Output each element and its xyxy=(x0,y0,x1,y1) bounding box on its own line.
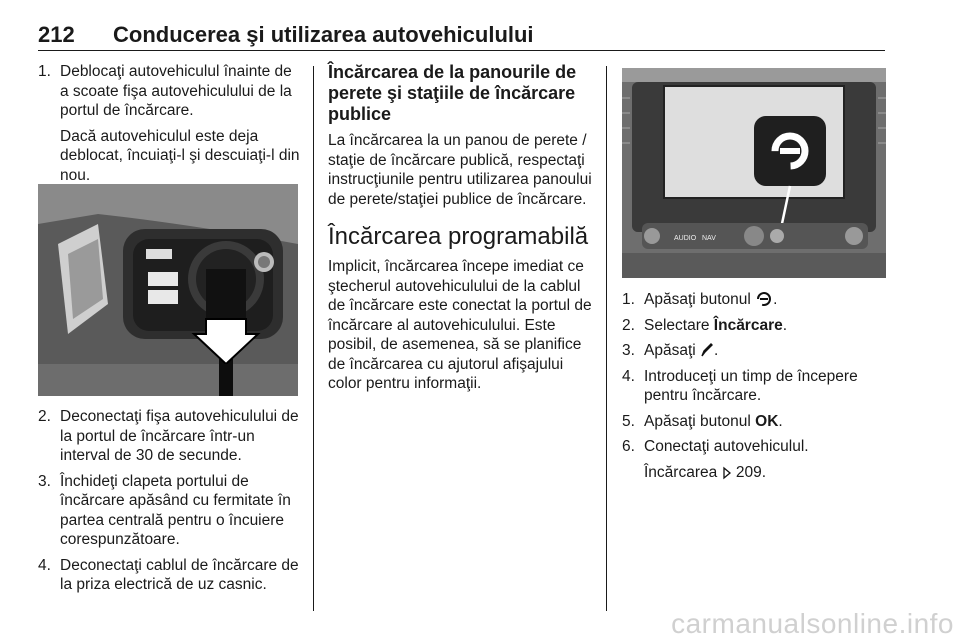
step-number: 3. xyxy=(38,472,51,490)
infotainment-image xyxy=(622,68,886,278)
column-left xyxy=(38,62,300,193)
list-item xyxy=(622,437,886,457)
ok-button-name: OK xyxy=(755,412,779,430)
charge-icon xyxy=(755,291,773,307)
arrow-right-icon xyxy=(722,466,732,480)
step-text: Introduceţi un timp de începere pentru încărcare. xyxy=(644,367,858,404)
step-number: 1. xyxy=(38,63,51,80)
menu-option-name: Încărcare xyxy=(713,316,783,334)
list-item xyxy=(38,472,300,550)
step-note: Dacă autovehiculul este deja deblocat, încuiaţi-l şi descuiaţi-l din nou. xyxy=(60,127,300,184)
list-item: 2. Selectare Încărcare. xyxy=(622,316,788,334)
pencil-icon xyxy=(700,342,714,358)
column-middle xyxy=(328,62,598,400)
section-heading: Încărcarea programabilă xyxy=(328,223,589,250)
step-text: Apăsaţi xyxy=(644,342,696,359)
step-text: Deconectaţi cablul de încărcare de la priza electrică de uz casnic. xyxy=(60,556,299,593)
step-number: 3. xyxy=(622,342,635,359)
watermark: carmanualsonline.info xyxy=(671,608,954,639)
list-item: 1. Apăsaţi butonul . xyxy=(622,291,778,308)
list-item xyxy=(622,367,886,406)
step-number: 2. xyxy=(38,408,51,425)
column-divider xyxy=(313,66,314,611)
section-heading: Încărcarea de la panourile de perete şi staţiile de încărcare publice xyxy=(328,62,577,124)
paragraph: Implicit, încărcarea începe imediat ce ştecherul autovehiculului de la cablul de încărcare este conectat la portul de încărcare al autovehiculului. Este posibil, de asemenea, să se planifice de încărcarea cu ajutorul afişajului color pentru informaţii. xyxy=(328,258,592,392)
charging-port-image xyxy=(38,184,298,396)
cross-reference[interactable]: Încărcarea 209. xyxy=(644,463,767,481)
page-title: Conducerea şi utilizarea autovehiculului xyxy=(113,22,534,47)
list-item: 5. Apăsaţi butonul OK. xyxy=(622,412,783,430)
step-text: Deblocaţi autovehiculul înainte de a scoate fişa autovehiculului de la portul de încărcare. xyxy=(60,63,292,119)
step-text: Selectare xyxy=(644,316,710,334)
list-item: 3. Apăsaţi . xyxy=(622,342,719,359)
charging-port-illustration xyxy=(38,184,298,396)
column-left-lower xyxy=(38,407,300,601)
list-item xyxy=(38,407,300,466)
step-text: Apăsaţi butonul xyxy=(644,412,751,430)
step-number: 4. xyxy=(38,556,51,574)
step-text: Închideţi clapeta portului de încărcare apăsând cu fermitate în partea centrală pentru o încuiere corespunzătoare. xyxy=(60,472,291,548)
column-right xyxy=(622,290,886,490)
step-text: Apăsaţi butonul xyxy=(644,291,751,308)
infotainment-display-illustration xyxy=(622,68,886,278)
page-header xyxy=(38,20,885,51)
step-number: 5. xyxy=(622,412,635,430)
column-divider xyxy=(606,66,607,611)
step-number: 2. xyxy=(622,316,635,334)
step-text: Deconectaţi fişa autovehiculului de la portul de încărcare într-un interval de 30 de secunde. xyxy=(60,408,299,464)
list-item xyxy=(38,62,300,121)
step-number: 6. xyxy=(622,438,635,455)
nav-button-label: NAV xyxy=(702,235,716,242)
list-item xyxy=(38,556,300,595)
reference-page: 209 xyxy=(735,463,762,481)
step-text: Conectaţi autovehiculul. xyxy=(644,438,809,455)
paragraph: La încărcarea la un panou de perete / staţie de încărcare publică, respectaţi instrucţiunile pentru utilizarea panoului de perete/staţiei publice de încărcare. xyxy=(328,132,592,208)
step-number: 4. xyxy=(622,367,635,385)
audio-button-label: AUDIO xyxy=(674,235,697,242)
step-number: 1. xyxy=(622,291,635,308)
page-number: 212 xyxy=(38,22,75,47)
